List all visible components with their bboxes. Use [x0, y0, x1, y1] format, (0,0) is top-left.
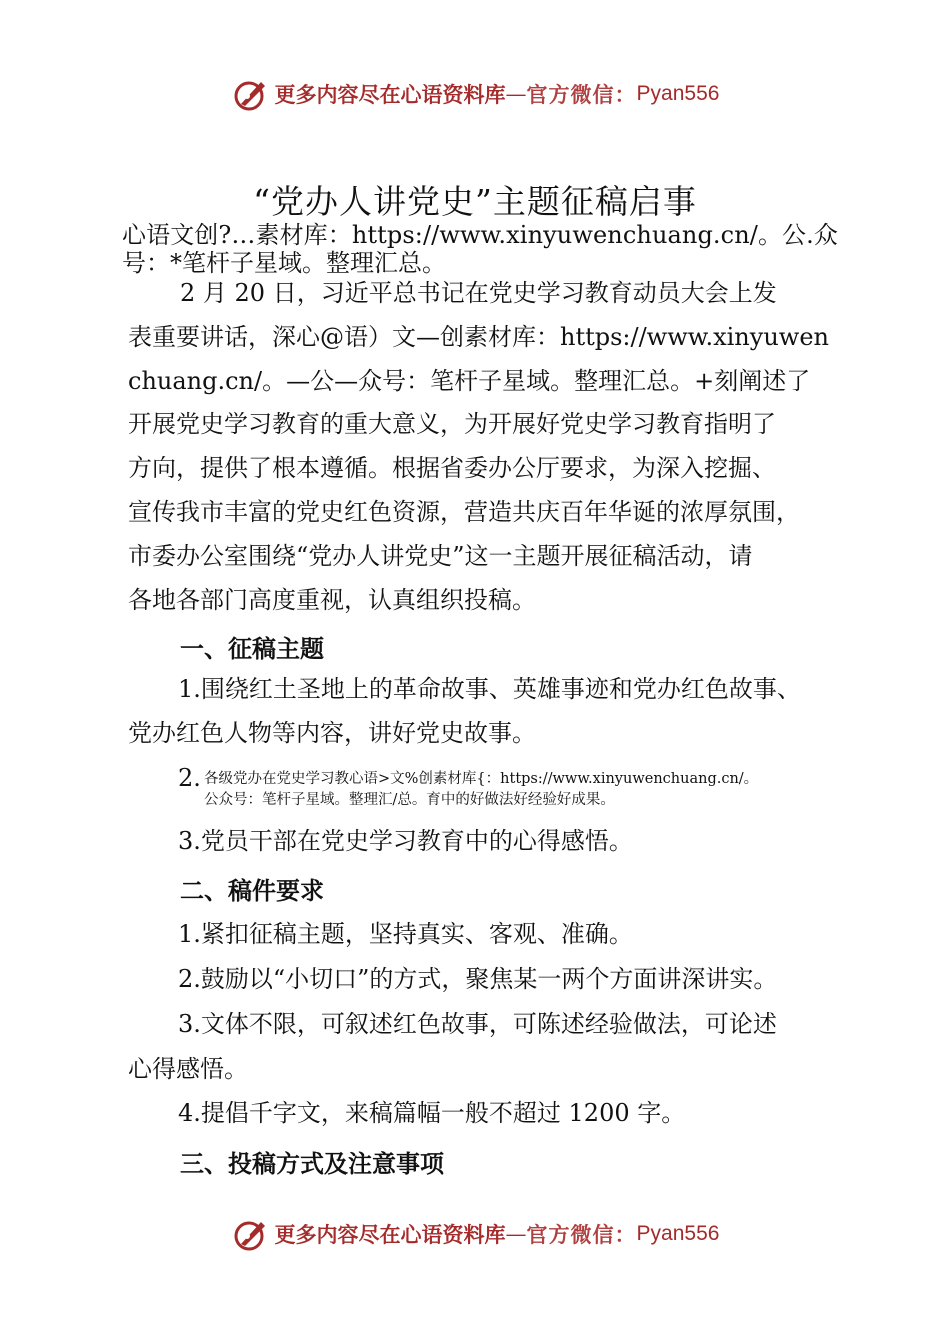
paragraph-line: 1.紧扣征稿主题，坚持真实、客观、准确。	[178, 920, 633, 948]
paragraph-line: 宣传我市丰富的党史红色资源，营造共庆百年华诞的浓厚氛围，	[128, 498, 800, 526]
paragraph-line: 2.鼓励以“小切口”的方式，聚焦某一两个方面讲深讲实。	[178, 965, 778, 993]
document-title: “党办人讲党史”主题征稿启事	[253, 182, 697, 221]
paragraph-line: 方向，提供了根本遵循。根据省委办公厅要求，为深入挖掘、	[128, 454, 776, 482]
paragraph-line: 开展党史学习教育的重大意义，为开展好党史学习教育指明了	[128, 410, 776, 438]
banner-wechat-label: 官方微信：	[526, 82, 637, 107]
paragraph-line: 心得感悟。	[128, 1055, 248, 1083]
paragraph-line: 心语文创?…素材库：https://www.xinyuwenchuang.cn/。公.众	[122, 221, 838, 249]
paragraph-line: chuang.cn/。—公—众号：笔杆子星域。整理汇总。+刻阐述了	[128, 367, 811, 395]
paragraph-line: 4.提倡千字文，来稿篇幅一般不超过 1200 字。	[178, 1099, 686, 1127]
paragraph-line: 表重要讲话，深心@语）文—创素材库：https://www.xinyuwen	[128, 323, 829, 351]
paragraph-line: 市委办公室围绕“党办人讲党史”这一主题开展征稿活动，请	[128, 542, 753, 570]
section-heading: 二、稿件要求	[180, 877, 324, 905]
banner-wechat-label: 官方微信：	[526, 1222, 637, 1247]
section-heading: 三、投稿方式及注意事项	[180, 1150, 444, 1178]
section-heading: 一、征稿主题	[180, 635, 324, 663]
paragraph-line: 党办红色人物等内容，讲好党史故事。	[128, 719, 536, 747]
pen-logo-icon	[231, 74, 271, 114]
banner-dash: —	[505, 1222, 527, 1246]
banner-wechat-id: Pyan556	[636, 82, 720, 105]
banner-wechat-id: Pyan556	[636, 1222, 720, 1245]
banner-dash: —	[505, 82, 527, 106]
paragraph-line: 2 月 20 日，习近平总书记在党史学习教育动员大会上发	[180, 279, 777, 307]
paragraph-line: 1.围绕红土圣地上的革命故事、英雄事迹和党办红色故事、	[178, 675, 801, 703]
footer-banner	[0, 1212, 950, 1256]
pen-logo-icon	[231, 1214, 271, 1254]
list-number: 2.	[178, 764, 201, 792]
banner-text: 更多内容尽在心语资料库	[274, 82, 506, 107]
banner-text: 更多内容尽在心语资料库	[274, 1222, 506, 1247]
paragraph-line: 3.文体不限，可叙述红色故事，可陈述经验做法，可论述	[178, 1010, 777, 1038]
header-banner	[0, 72, 950, 116]
paragraph-line: 各地各部门高度重视，认真组织投稿。	[128, 586, 536, 614]
paragraph-line: 3.党员干部在党史学习教育中的心得感悟。	[178, 827, 633, 855]
small-paragraph-line: 各级党办在党史学习教心语>文%创素材库{：https://www.xinyuwenchuang.cn/。	[204, 771, 759, 787]
paragraph-line: 号：*笔杆子星域。整理汇总。	[122, 249, 446, 277]
small-paragraph-line: 公众号：笔杆子星域。整理汇/总。育中的好做法好经验好成果。	[204, 792, 615, 808]
